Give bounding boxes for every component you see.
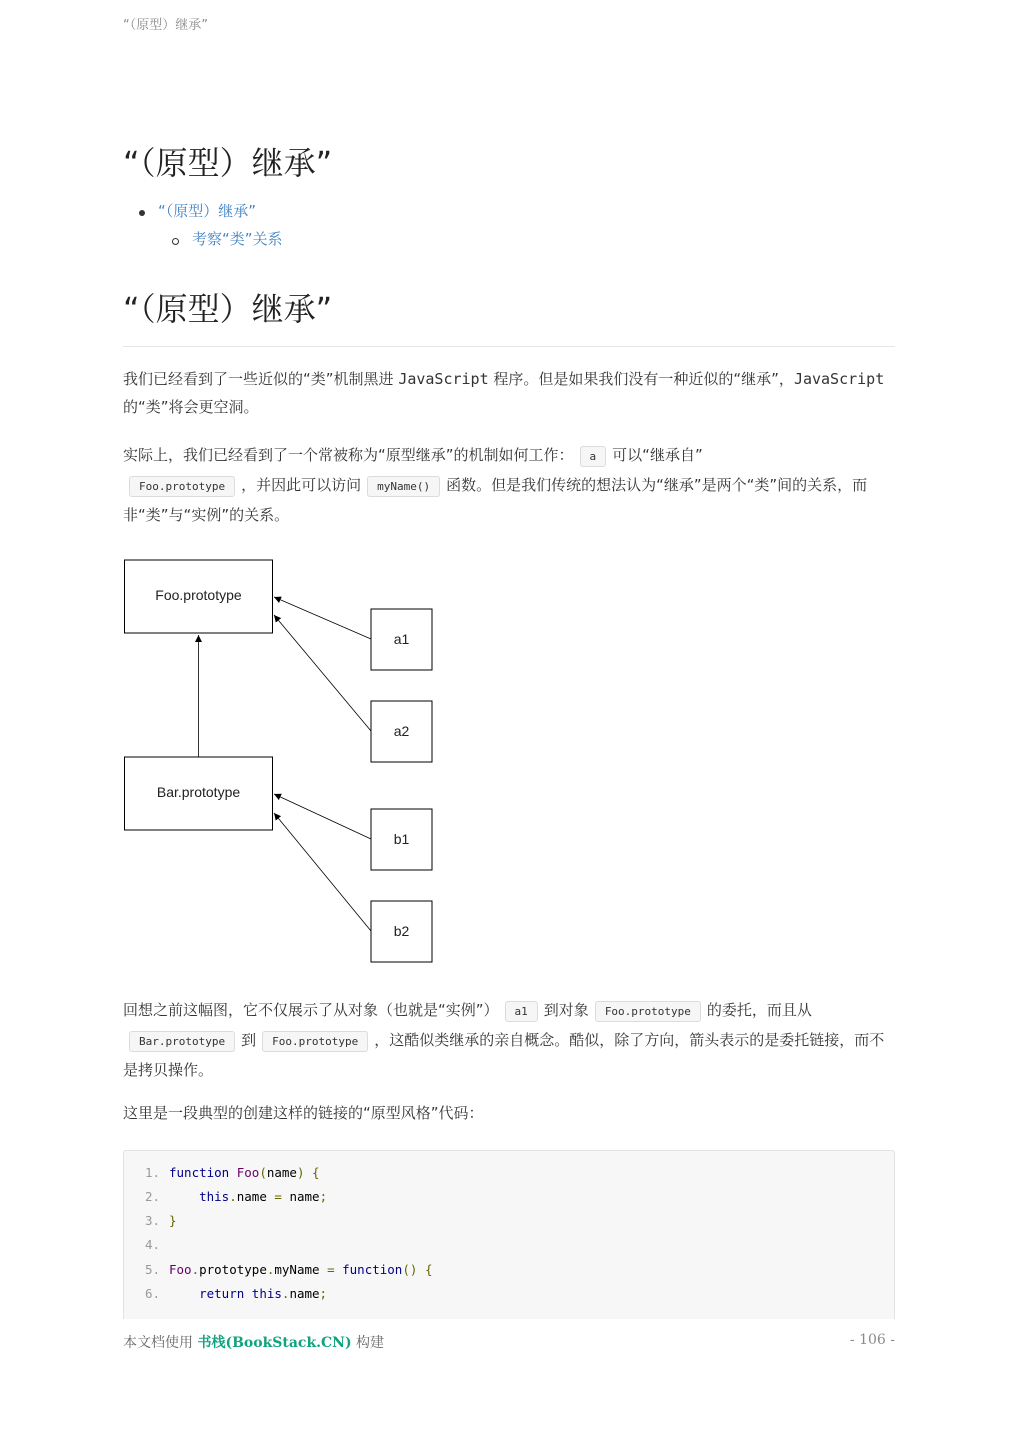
text: ，并因此可以访问: [241, 476, 362, 494]
line-number: 6.: [144, 1286, 160, 1301]
line-number: 4.: [144, 1237, 160, 1252]
token: .: [191, 1262, 200, 1277]
text: 到: [241, 1031, 257, 1049]
token: }: [169, 1213, 177, 1228]
arrow-b1-to-bar: [274, 794, 371, 839]
paragraph-prototype-inheritance: [123, 441, 895, 529]
prototype-chain-diagram: [123, 557, 436, 967]
token: .: [266, 1262, 275, 1277]
token: this: [251, 1286, 282, 1301]
token: ;: [319, 1286, 328, 1301]
text: 实际上，我们已经看到了一个常被称为“原型继承”的机制如何工作：: [123, 446, 574, 464]
footer-text: 本文档使用: [123, 1335, 198, 1351]
text: 到对象: [543, 1001, 589, 1019]
token: ;: [319, 1189, 328, 1204]
footer-text: 构建: [351, 1335, 385, 1351]
running-header: “（原型）继承”: [123, 18, 208, 33]
code-block: [123, 1150, 895, 1319]
token: (: [259, 1165, 267, 1180]
bar-prototype-label: Bar.prototype: [156, 784, 241, 800]
b2-label: b2: [393, 923, 410, 939]
paragraph-intro: [123, 365, 895, 421]
token: name: [266, 1165, 297, 1180]
toc-link-prototype-inheritance[interactable]: “（原型）继承”: [158, 202, 257, 220]
circle-bullet-icon: [172, 238, 179, 245]
token: myName: [274, 1262, 320, 1277]
token: ): [296, 1165, 305, 1180]
foo-prototype-label: Foo.prototype: [155, 587, 242, 603]
text: ，这酷似类继承的亲自概念。酷似，除了方向，箭头表示的是委托链接，而不是拷贝操作。: [123, 1031, 885, 1079]
paragraph-code-intro: 这里是一段典型的创建这样的链接的“原型风格”代码：: [123, 1104, 484, 1122]
footer: [123, 1332, 384, 1352]
page-number: - 106 -: [849, 1332, 895, 1348]
code-line: [124, 1233, 169, 1257]
code-line: [124, 1209, 177, 1233]
paragraph-delegation: [123, 996, 895, 1084]
token: =: [274, 1189, 282, 1204]
text: 我们已经看到了一些近似的“类”机制黑进: [123, 370, 399, 388]
token: this: [199, 1189, 230, 1204]
token: .: [229, 1189, 237, 1204]
code-term: JavaScript: [398, 370, 489, 388]
token: name: [289, 1189, 320, 1204]
bullet-icon: [139, 210, 145, 216]
token: function: [169, 1165, 230, 1180]
token: Foo: [169, 1262, 192, 1277]
a2-label: a2: [393, 723, 410, 739]
token: {: [424, 1262, 433, 1277]
footer-brand-link[interactable]: 书栈(BookStack.CN): [197, 1335, 352, 1351]
inline-code: Bar.prototype: [129, 1031, 235, 1052]
token: return: [199, 1286, 245, 1301]
text: 程序。但是如果我们没有一种近似的“继承”，: [488, 370, 794, 388]
a1-label: a1: [393, 631, 410, 647]
token: .: [281, 1286, 290, 1301]
inline-code: Foo.prototype: [129, 476, 235, 497]
token: Foo: [236, 1165, 260, 1180]
line-number: 2.: [144, 1189, 160, 1204]
arrow-b2-to-bar: [274, 813, 371, 931]
line-number: 3.: [144, 1213, 160, 1228]
token: name: [289, 1286, 320, 1301]
token: (): [402, 1262, 418, 1277]
b1-label: b1: [393, 831, 410, 847]
text: 函数。但是我们传统的想法认为“继承”是两个“类”间的关系，而非“类”与“实例”的关系。: [123, 476, 868, 524]
token: prototype: [199, 1262, 267, 1277]
inline-code: Foo.prototype: [262, 1031, 368, 1052]
text: 的“类”将会更空洞。: [123, 398, 259, 416]
inline-code: myName(): [367, 476, 440, 497]
inline-code: a: [580, 446, 607, 467]
code-term: JavaScript: [793, 370, 885, 388]
page-title: “（原型）继承”: [123, 144, 333, 182]
line-number: 1.: [144, 1165, 160, 1180]
text: 的委托，而且从: [706, 1001, 812, 1019]
token: =: [327, 1262, 335, 1277]
token: {: [312, 1165, 320, 1180]
code-line: [124, 1161, 320, 1185]
code-line: [124, 1185, 327, 1209]
token: name: [236, 1189, 267, 1204]
text: 回想之前这幅图，它不仅展示了从对象（也就是“实例”）: [123, 1001, 499, 1019]
code-line: [124, 1258, 432, 1282]
toc-link-class-relationships[interactable]: 考察“类”关系: [192, 230, 283, 248]
inline-code: a1: [505, 1001, 538, 1022]
inline-code: Foo.prototype: [595, 1001, 701, 1022]
token: function: [342, 1262, 403, 1277]
line-number: 5.: [144, 1262, 160, 1277]
code-line: [124, 1282, 327, 1306]
section-heading: “（原型）继承”: [123, 284, 895, 347]
text: 可以“继承自”: [612, 446, 703, 464]
